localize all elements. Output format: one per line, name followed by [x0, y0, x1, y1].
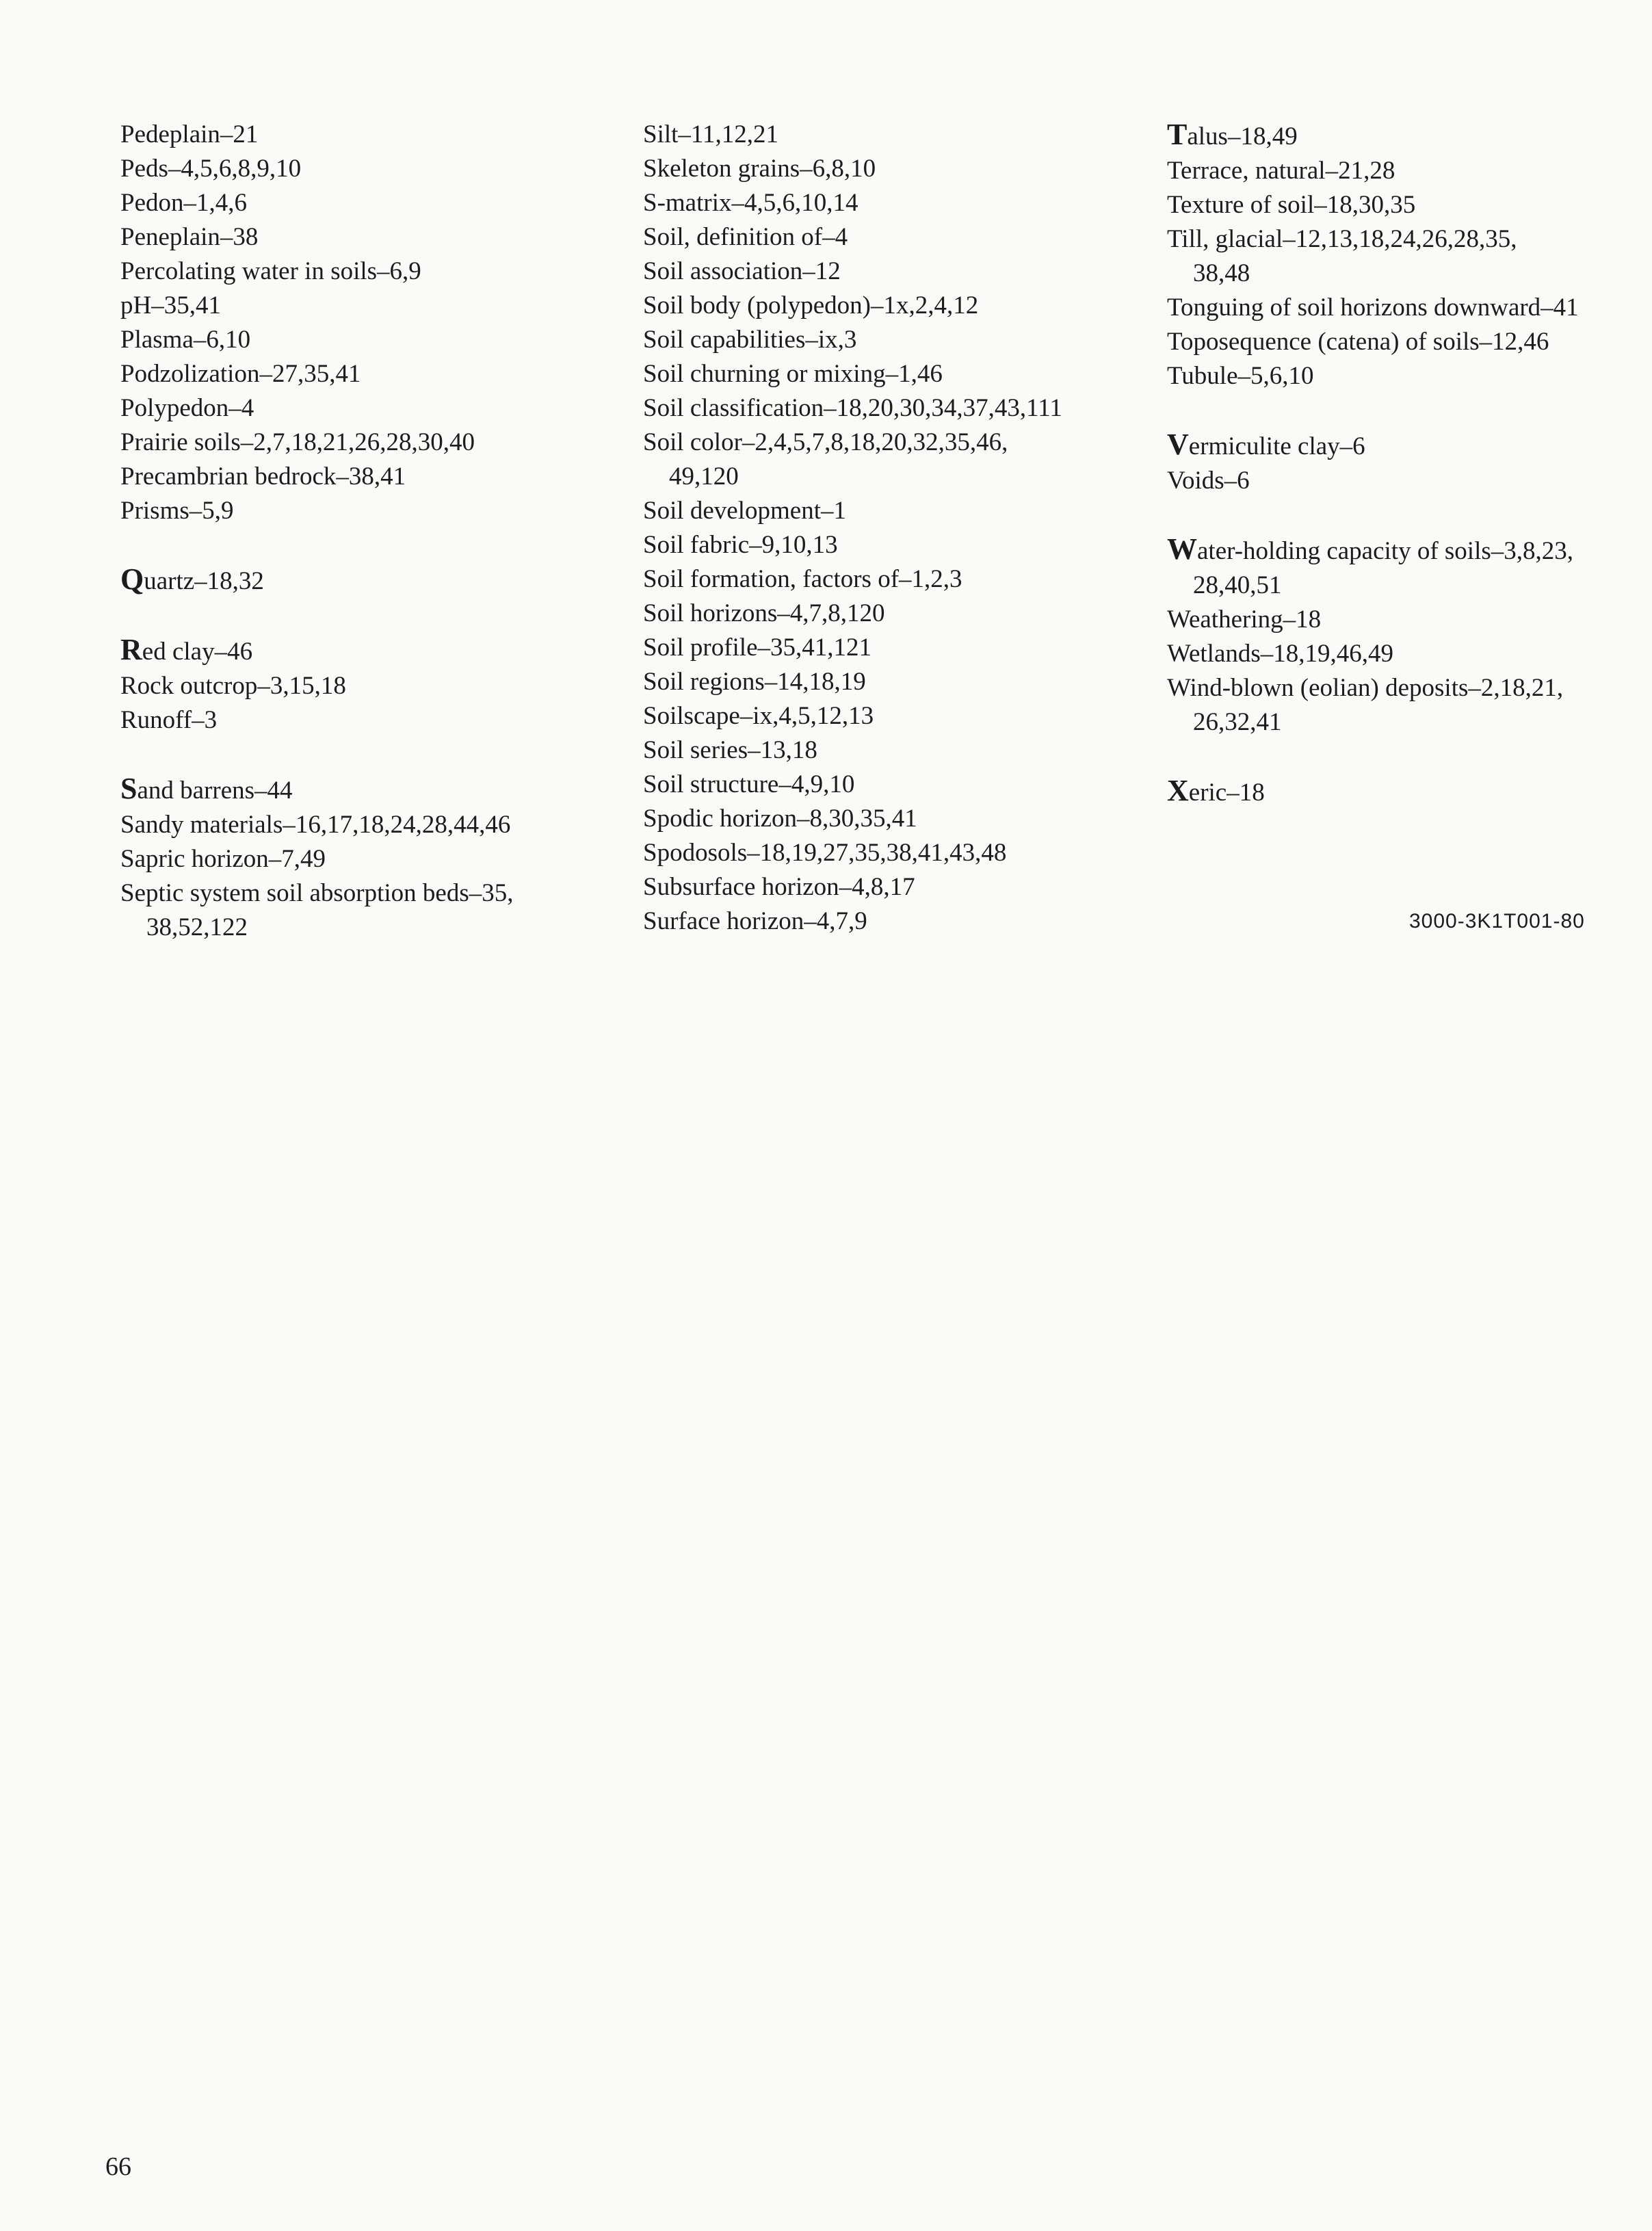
index-entry-text: Soil color–2,4,5,7,8,18,20,32,35,46, [643, 428, 1008, 456]
index-entry [120, 255, 599, 289]
index-entry [643, 426, 1149, 460]
index-entry-continuation [1167, 569, 1646, 603]
index-entry [120, 808, 599, 842]
index-entry-text: Till, glacial–12,13,18,24,26,28,35, [1167, 225, 1517, 253]
index-entry-text: Percolating water in soils–6,9 [120, 257, 421, 285]
index-entry-text: Pedeplain–21 [120, 120, 259, 148]
index-entry [643, 152, 1149, 186]
index-entry-text: alus–18,49 [1187, 122, 1298, 151]
index-entry [1167, 603, 1646, 637]
index-entry-text: Podzolization–27,35,41 [120, 360, 361, 388]
index-entry-text: Plasma–6,10 [120, 326, 251, 354]
index-entry-text: Soil series–13,18 [643, 736, 817, 764]
index-entry [120, 876, 599, 911]
index-entry [120, 152, 599, 186]
index-entry [1167, 188, 1646, 222]
index-entry [1167, 637, 1646, 671]
index-entry-text: and barrens–44 [137, 777, 293, 805]
index-entry-text: Soil body (polypedon)–1x,2,4,12 [643, 291, 979, 319]
index-entry [643, 323, 1149, 357]
page-number: 66 [105, 2152, 131, 2181]
document-code: 3000-3K1T001-80 [1409, 910, 1585, 932]
index-entry-text: Soil, definition of–4 [643, 223, 848, 251]
index-entry-text: Sandy materials–16,17,18,24,28,44,46 [120, 811, 511, 839]
index-entry [1167, 532, 1646, 569]
index-entry [120, 494, 599, 528]
index-entry [643, 768, 1149, 802]
section-initial-letter: T [1167, 118, 1188, 151]
index-entry [1167, 291, 1646, 325]
index-entry [120, 669, 599, 703]
index-entry [1167, 464, 1646, 498]
index-entry-text: Toposequence (catena) of soils–12,46 [1167, 328, 1549, 356]
index-entry [643, 699, 1149, 733]
index-entry-text: Terrace, natural–21,28 [1167, 157, 1395, 185]
index-entry-continuation [120, 911, 599, 945]
index-entry-text: Peds–4,5,6,8,9,10 [120, 155, 302, 183]
index-entry-continuation [1167, 705, 1646, 740]
index-entry-text: Soilscape–ix,4,5,12,13 [643, 702, 874, 730]
index-entry-text: Septic system soil absorption beds–35, [120, 879, 514, 907]
section-initial-letter: X [1167, 774, 1189, 807]
index-entry [120, 460, 599, 494]
index-entry-text: Soil fabric–9,10,13 [643, 531, 838, 559]
index-entry-text: Prairie soils–2,7,18,21,26,28,30,40 [120, 428, 475, 456]
index-entry-text: Runoff–3 [120, 706, 218, 734]
index-column-2 [643, 118, 1149, 939]
index-entry-text: Pedon–1,4,6 [120, 189, 247, 217]
index-entry [120, 118, 599, 152]
index-entry [643, 494, 1149, 528]
index-entry-text: Precambrian bedrock–38,41 [120, 462, 406, 491]
index-entry [643, 357, 1149, 391]
index-entry [120, 703, 599, 738]
index-entry-text: Tubule–5,6,10 [1167, 362, 1314, 390]
index-entry-text: Soil formation, factors of–1,2,3 [643, 565, 962, 593]
index-gap [1167, 393, 1646, 428]
index-entry-text: Soil regions–14,18,19 [643, 668, 866, 696]
index-entry-continuation [643, 460, 1149, 494]
index-gap [120, 528, 599, 562]
index-entry-text: pH–35,41 [120, 291, 221, 319]
index-gap [1167, 740, 1646, 774]
index-entry-text: Soil structure–4,9,10 [643, 770, 855, 798]
index-entry-text: Spodosols–18,19,27,35,38,41,43,48 [643, 839, 1007, 867]
index-entry [643, 118, 1149, 152]
index-entry-text: 38,52,122 [146, 913, 248, 941]
index-entry-text: Wind-blown (eolian) deposits–2,18,21, [1167, 674, 1564, 702]
index-entry [120, 562, 599, 599]
index-entry-text: Spodic horizon–8,30,35,41 [643, 805, 917, 833]
index-entry-text: Sapric horizon–7,49 [120, 845, 326, 873]
index-entry-text: Peneplain–38 [120, 223, 259, 251]
index-entry [1167, 774, 1646, 810]
index-entry [120, 357, 599, 391]
index-entry [643, 904, 1149, 939]
index-entry-text: Soil association–12 [643, 257, 841, 285]
index-entry [1167, 154, 1646, 188]
index-entry-text: eric–18 [1188, 779, 1265, 807]
index-entry [643, 597, 1149, 631]
index-entry [1167, 428, 1646, 464]
index-entry [120, 391, 599, 426]
index-entry-text: Soil profile–35,41,121 [643, 634, 872, 662]
index-entry [643, 220, 1149, 255]
index-entry [120, 842, 599, 876]
index-entry [643, 528, 1149, 562]
index-entry-text: Soil development–1 [643, 497, 846, 525]
index-entry [643, 562, 1149, 597]
index-entry [1167, 671, 1646, 705]
index-entry-text: Soil churning or mixing–1,46 [643, 360, 943, 388]
index-entry-text: Texture of soil–18,30,35 [1167, 191, 1416, 219]
index-entry [120, 772, 599, 808]
index-entry-text: Polypedon–4 [120, 394, 254, 422]
index-entry-text: Tonguing of soil horizons downward–41 [1167, 293, 1579, 322]
index-entry-text: Voids–6 [1167, 467, 1250, 495]
index-column-3 [1167, 118, 1646, 810]
index-entry-text: Soil classification–18,20,30,34,37,43,111 [643, 394, 1062, 422]
index-entry [120, 289, 599, 323]
index-entry [120, 186, 599, 220]
index-entry [643, 289, 1149, 323]
index-entry-text: Surface horizon–4,7,9 [643, 907, 867, 935]
index-column-1 [120, 118, 599, 945]
index-entry [1167, 118, 1646, 154]
index-entry [643, 186, 1149, 220]
index-entry-text: Weathering–18 [1167, 605, 1322, 634]
index-entry-text: ed clay–46 [142, 638, 253, 666]
section-initial-letter: Q [120, 562, 144, 596]
index-entry [643, 802, 1149, 836]
index-gap [120, 738, 599, 772]
index-entry-text: Soil horizons–4,7,8,120 [643, 599, 885, 627]
index-entry-text: 26,32,41 [1193, 708, 1282, 736]
index-entry [120, 633, 599, 669]
section-initial-letter: S [120, 772, 137, 805]
index-entry [643, 733, 1149, 768]
index-entry [1167, 222, 1646, 257]
index-entry-text: Rock outcrop–3,15,18 [120, 672, 346, 700]
index-entry [1167, 359, 1646, 393]
index-entry [643, 665, 1149, 699]
index-entry-text: Silt–11,12,21 [643, 120, 779, 148]
index-entry-continuation [1167, 257, 1646, 291]
index-gap [120, 599, 599, 633]
section-initial-letter: V [1167, 428, 1189, 461]
index-entry [1167, 325, 1646, 359]
index-entry [643, 870, 1149, 904]
index-entry [643, 836, 1149, 870]
index-entry-text: ater-holding capacity of soils–3,8,23, [1197, 537, 1574, 565]
index-entry [643, 255, 1149, 289]
index-gap [1167, 498, 1646, 532]
index-entry-text: Soil capabilities–ix,3 [643, 326, 857, 354]
index-entry [120, 323, 599, 357]
index-entry [120, 426, 599, 460]
index-entry-text: Wetlands–18,19,46,49 [1167, 640, 1394, 668]
index-entry-text: S-matrix–4,5,6,10,14 [643, 189, 858, 217]
index-entry [643, 631, 1149, 665]
index-entry-text: Subsurface horizon–4,8,17 [643, 873, 915, 901]
index-entry-text: 49,120 [669, 462, 739, 491]
section-initial-letter: W [1167, 532, 1197, 566]
index-entry-text: uartz–18,32 [144, 567, 264, 595]
index-entry-text: ermiculite clay–6 [1188, 432, 1365, 460]
index-entry-text: 28,40,51 [1193, 571, 1282, 599]
section-initial-letter: R [120, 633, 142, 666]
index-entry-text: Skeleton grains–6,8,10 [643, 155, 876, 183]
index-entry [643, 391, 1149, 426]
index-entry-text: 38,48 [1193, 259, 1250, 287]
index-entry [120, 220, 599, 255]
index-entry-text: Prisms–5,9 [120, 497, 234, 525]
